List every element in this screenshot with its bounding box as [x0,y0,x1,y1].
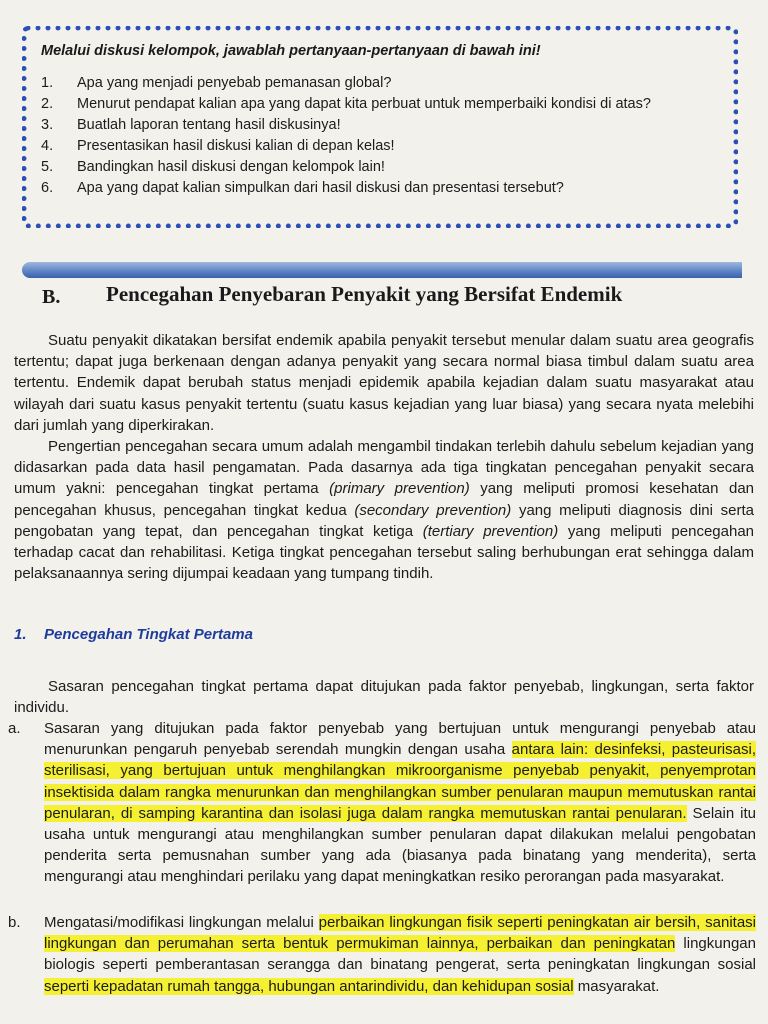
term-primary-prevention: (primary prevention) [329,480,470,498]
paragraph-endemic-definition: Suatu penyakit dikatakan bersifat endemik apabila penyakit tersebut menular dalam suatu area geografis tertentu; dapat juga berkenaan dengan adanya penyakit yang secara normal biasa timbul dalam suatu area tertentu. Endemik dapat berubah status menjadi epidemik apabila kejadian dalam suatu masyarakat atau wilayah dari suatu kasus penyakit tertentu (suatu kasus kejadian yang luar biasa) yang secara nyata melebihi dari jumlah yang diperkirakan. [14,332,754,434]
question-number: 4. [41,138,54,154]
lettered-list-b [8,912,756,997]
question-text: Apa yang menjadi penyebab pemanasan global? [77,75,392,91]
highlighted-text: antara lain: desinfeksi, pasteurisasi, sterilisasi, yang bertujuan untuk menghilangkan mikroorganisme penyebab penyakit, penyemprotan insektisida dalam rangka menurunkan dan menghilangkan sumber penularan maupun memutuskan rantai penularan, di samping karantina dan isolasi juga dalam rangka memutuskan rantai penularan. [44,741,756,822]
list-letter: a. [8,720,21,737]
question-text: Menurut pendapat kalian apa yang dapat kita perbuat untuk memperbaiki kondisi di atas? [77,96,651,112]
highlighted-text: seperti kepadatan rumah tangga, hubungan antarindividu, dan kehidupan sosial [44,977,574,995]
question-text: Bandingkan hasil diskusi dengan kelompok lain! [77,159,385,175]
lettered-list-a [8,718,756,888]
section-title: Pencegahan Penyebaran Penyakit yang Bersifat Endemik [106,282,623,306]
list-text: Selain itu usaha untuk mengurangi atau menghilangkan sumber penularan dapat dilakukan melalui pengobatan penderita serta pemusnahan sumber yang ada (biasanya pada binatang yang menderita), serta mengurangi atau menghindari perilaku yang dapat meningkatkan resiko perorangan pada masyarakat. [44,804,756,886]
term-tertiary-prevention: (tertiary prevention) [422,522,559,540]
highlighted-text: perbaikan lingkungan fisik seperti peningkatan air bersih, sanitasi lingkungan dan perumahan serta bentuk permukiman lainnya, perbaikan dan peningkatan [44,914,756,953]
list-text: Sasaran yang ditujukan pada faktor penyebab yang bertujuan untuk mengurangi penyebab atau menurunkan pengaruh penyebab serendah mungkin dengan usaha [44,720,756,759]
question-list [41,73,717,199]
list-item-a [8,718,756,888]
list-item-text [44,718,756,888]
question-number: 5. [41,159,54,175]
paragraph-text: yang meliputi pencegahan terhadap cacat dan rehabilitasi. Ketiga tingkat pencegahan tersebut saling berhubungan erat sehingga dalam pelaksanaannya sering dijumpai keadaan yang tumpang tindih. [14,522,754,583]
list-item-text [44,912,756,997]
list-text: lingkungan biologis seperti pemberantasan serangga dan binatang pengerat, serta peningkatan lingkungan sosial [44,935,756,974]
activity-title: Melalui diskusi kelompok, jawablah pertanyaan-pertanyaan di bawah ini! [41,43,541,59]
list-text: masyarakat. [573,977,660,995]
question-number: 1. [41,75,54,91]
term-secondary-prevention: (secondary prevention) [354,501,512,519]
paragraph-text: yang meliputi diagnosis dini serta pengobatan yang tepat, dan pencegahan tingkat ketiga [14,501,754,540]
question-item [41,115,717,136]
question-text: Buatlah laporan tentang hasil diskusinya! [77,117,341,133]
question-item [41,136,717,157]
list-item-b [8,912,756,997]
question-number: 3. [41,117,54,133]
question-number: 2. [41,96,54,112]
question-item [41,157,717,178]
activity-box [22,26,738,228]
question-text: Apa yang dapat kalian simpulkan dari hasil diskusi dan presentasi tersebut? [77,180,564,196]
list-text: Mengatasi/modifikasi lingkungan melalui [44,914,319,931]
paragraph-text: yang meliputi promosi kesehatan dan pencegahan khusus, pencegahan tingkat kedua [14,480,754,519]
subsection-heading [14,626,253,643]
paragraph-prevention-levels [14,436,754,584]
question-item [41,73,717,94]
paragraph-primary-targets: Sasaran pencegahan tingkat pertama dapat ditujukan pada faktor penyebab, lingkungan, serta faktor individu. [14,678,754,717]
section-header-bar [22,262,742,278]
subsection-number: 1. [14,626,27,643]
question-text: Presentasikan hasil diskusi kalian di depan kelas! [77,138,395,154]
section-letter: B. [42,286,61,308]
subsection-title: Pencegahan Tingkat Pertama [44,626,253,643]
question-item [41,178,717,199]
question-number: 6. [41,180,54,196]
list-letter: b. [8,914,21,931]
question-item [41,94,717,115]
paragraph-text: Pengertian pencegahan secara umum adalah mengambil tindakan terlebih dahulu sebelum kejadian yang didasarkan pada data hasil pengamatan. Pada dasarnya ada tiga tingkatan pencegahan penyakit secara umum yakni: pencegahan tingkat pertama [14,438,754,498]
